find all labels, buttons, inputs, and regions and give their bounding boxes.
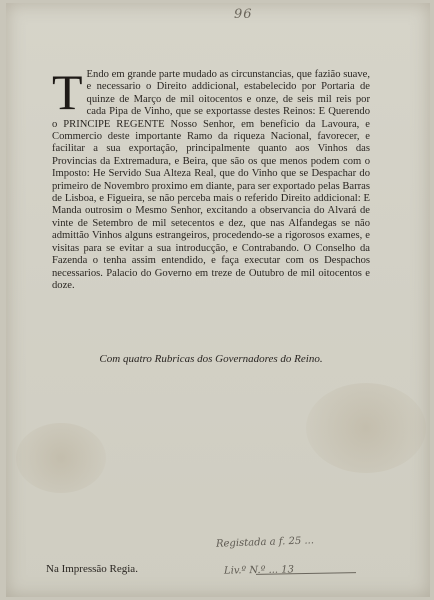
- decree-body: [52, 64, 370, 292]
- drop-cap: T: [52, 64, 83, 120]
- paper-stain: [16, 423, 106, 493]
- handwritten-book-note: Liv.º N.º ... 13: [223, 564, 295, 577]
- paper-stain: [306, 383, 426, 473]
- signature-line: Com quatro Rubricas dos Governadores do Reino.: [99, 353, 323, 365]
- printer-imprint: Na Impressão Regia.: [46, 563, 138, 575]
- handwritten-registration-note: Registada a f. 25 ...: [215, 535, 315, 550]
- page-number: 96: [234, 7, 253, 22]
- document-page: [6, 3, 430, 597]
- decree-text: Endo em grande parte mudado as circunstancias, que fazião suave, e necessario o Direito addicional, estabelecido por Portaria de quinze de Março de mil oitocentos e onze, de seis mil reis por cada Pipa de Vinho, que se exportasse destes Reinos: E Querendo o PRINCIPE REGENTE Nosso Senhor, em beneficio da Lavoura, e Commercio deste importante Ramo da riqueza Nacional, favorecer, e facilitar a sua exportação, principalmente quanto aos Vinhos das Provincias da Extremadura, e Beira, que são os que menos podem com o Imposto: He Servido Sua Alteza Real, que do Vinho que se Despachar do primeiro de Novembro proximo em diante, para ser exportado pelas Barras de Lisboa, e Figueira, se não perceba mais o referido Direito addicional: E Manda outrosim o Mesmo Senhor, excitando a observancia do Alvará de vinte de Setembro de mil setecentos e dez, que nas Alfandegas se não admittão Vinhos alguns estrangeiros, procedendo-se a rigorosos exames, e visitas para se evitar a sua introducção, e Contrabando. O Conselho da Fazenda o tenha assim entendido, e faça executar com os Despachos necessarios. Palacio do Governo em treze de Outubro de mil oitocentos e doze.: [52, 69, 370, 291]
